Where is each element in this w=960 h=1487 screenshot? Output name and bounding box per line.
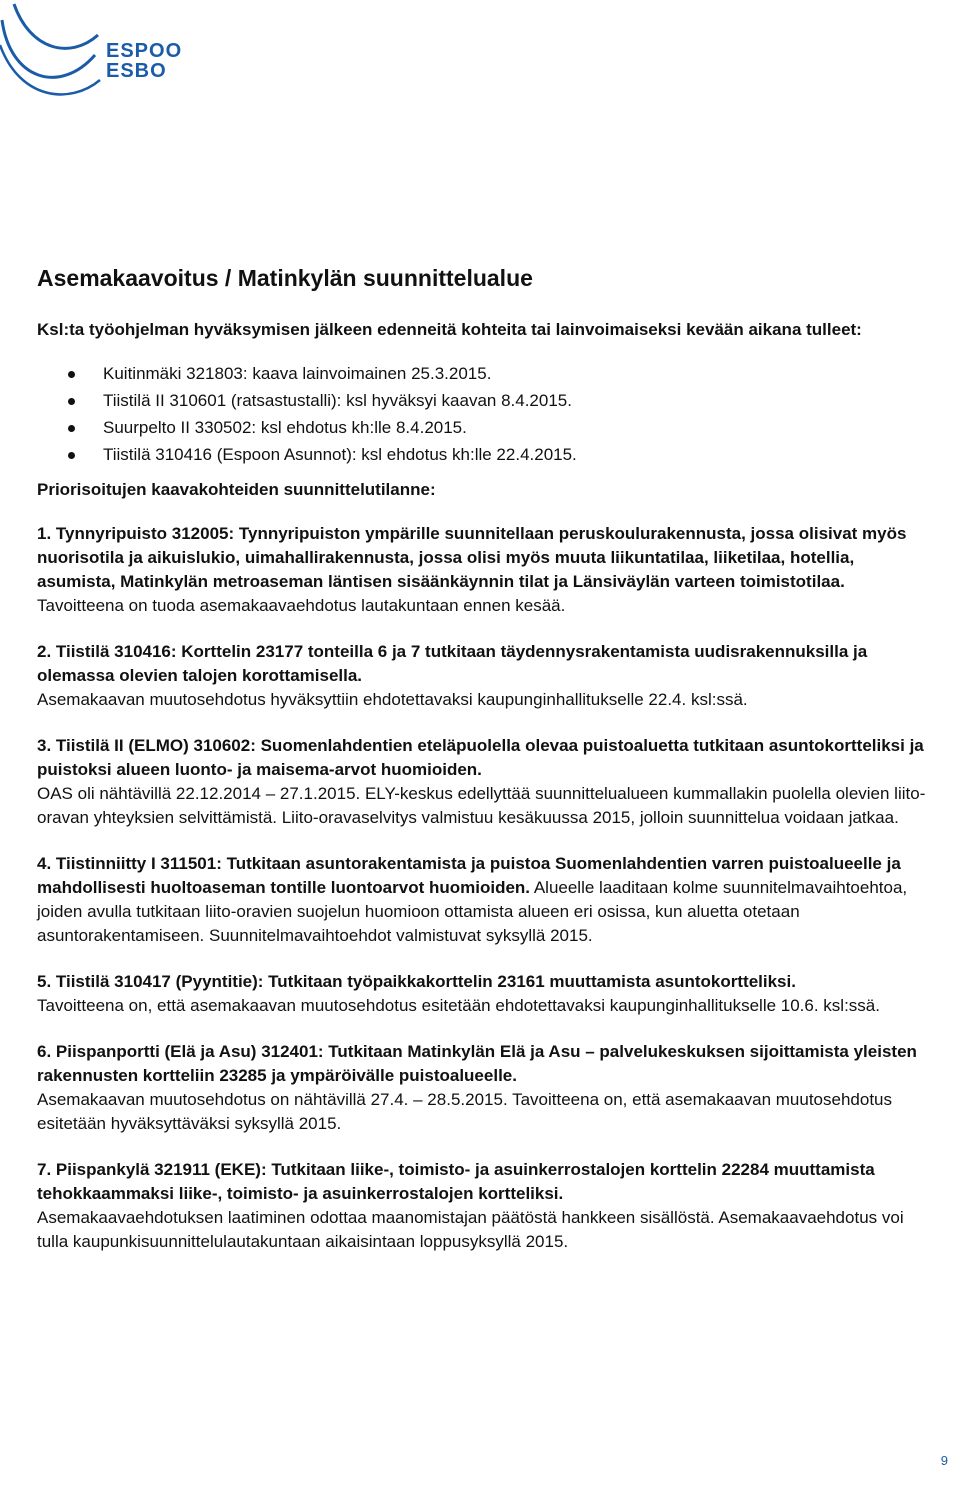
priority-item-1 <box>37 522 932 618</box>
priority-item-5 <box>37 970 932 1018</box>
item-text: Tavoitteena on tuoda asemakaavaehdotus lautakuntaan ennen kesää. <box>37 596 566 615</box>
bullet-icon <box>68 425 75 432</box>
item-text: Asemakaavan muutosehdotus on nähtävillä 27.4. – 28.5.2015. Tavoitteena on, että asemakaavan muutosehdotus esitetään hyväksyttäväksi syksyllä 2015. <box>37 1090 892 1133</box>
page-title: Asemakaavoitus / Matinkylän suunnittelualue <box>37 265 533 291</box>
priority-item-7 <box>37 1158 932 1254</box>
item-heading: 4. Tiistinniitty I 311501: Tutkitaan asuntorakentamista ja puistoa Suomenlahdentien varren puistoalueelle ja mahdollisesti huoltoaseman tontille luontoarvot huomioiden. <box>37 854 901 897</box>
list-item-text: Kuitinmäki 321803: kaava lainvoimainen 25.3.2015. <box>103 364 492 383</box>
priority-item-6 <box>37 1040 932 1136</box>
item-heading: 7. Piispankylä 321911 (EKE): Tutkitaan liike-, toimisto- ja asuinkerrostalojen korttelin 22284 muuttamista tehokkaammaksi liike-, toimisto- ja asuinkerrostalojen kortteliksi. <box>37 1160 875 1203</box>
bullet-icon <box>68 371 75 378</box>
bullet-icon <box>68 398 75 405</box>
list-item <box>37 414 932 441</box>
logo-wordmark <box>106 41 182 81</box>
list-item <box>37 387 932 414</box>
page-number: 9 <box>940 1453 948 1468</box>
status-list <box>37 360 932 468</box>
document-body <box>37 262 932 1254</box>
item-text: OAS oli nähtävillä 22.12.2014 – 27.1.2015. ELY-keskus edellyttää suunnittelualueen kummallakin puolella olevien liito-oravan yhteyksien selvittämistä. Liito-oravaselvitys valmistuu kesäkuussa 2015, jolloin suunnittelua voidaan jatkaa. <box>37 784 926 827</box>
list-item-text: Suurpelto II 330502: ksl ehdotus kh:lle 8.4.2015. <box>103 418 467 437</box>
item-heading: 6. Piispanportti (Elä ja Asu) 312401: Tutkitaan Matinkylän Elä ja Asu – palvelukeskuksen sijoittamista yleisten rakennusten kortteliin 23285 ja ympäröivälle puistoalueelle. <box>37 1042 917 1085</box>
list-item <box>37 441 932 468</box>
item-heading: 3. Tiistilä II (ELMO) 310602: Suomenlahdentien eteläpuolella olevaa puistoaluetta tutkitaan asuntokortteliksi ja puistoksi alueen luonto- ja maisema-arvot huomioiden. <box>37 736 924 779</box>
espoo-logo <box>0 0 200 110</box>
list-item-text: Tiistilä II 310601 (ratsastustalli): ksl hyväksyi kaavan 8.4.2015. <box>103 391 572 410</box>
espoo-swoosh-icon <box>0 0 110 110</box>
item-heading: 5. Tiistilä 310417 (Pyyntitie): Tutkitaan työpaikkakorttelin 23161 muuttamista asuntokortteliksi. <box>37 972 796 991</box>
item-text: Asemakaavaehdotuksen laatiminen odottaa maanomistajan päätöstä hankkeen sisällöstä. Asemakaavaehdotus voi tulla kaupunkisuunnittelulautakuntaan aikaisintaan loppusyksyllä 2015. <box>37 1208 904 1251</box>
item-heading: 1. Tynnyripuisto 312005: Tynnyripuiston ympärille suunnitellaan peruskoulurakennusta, jossa olisivat myös nuorisotila ja aikuislukio, uimahallirakennusta, jossa olisi myös muuta liikuntatilaa, liiketilaa, hotellia, asumista, Matinkylän metroaseman läntisen sisäänkäynnin tilat ja Länsiväylän varteen toimistotilaa. <box>37 524 907 591</box>
section-heading: Priorisoitujen kaavakohteiden suunnittelutilanne: <box>37 480 436 499</box>
logo-line-2: ESBO <box>106 60 167 82</box>
priority-item-3 <box>37 734 932 830</box>
item-text: Alueelle laaditaan kolme suunnitelmavaihtoehtoa, joiden avulla tutkitaan liito-oravien suojelun huomioon ottamista alueen eri osissa, kun aluetta otetaan asuntorakentamiseen. Suunnitelmavaihtoehdot valmistuvat syksyllä 2015. <box>37 878 908 945</box>
item-heading: 2. Tiistilä 310416: Korttelin 23177 tonteilla 6 ja 7 tutkitaan täydennysrakentamista uudisrakennuksilla ja olemassa olevien talojen korottamisella. <box>37 642 868 685</box>
logo-line-1: ESPOO <box>106 40 183 62</box>
list-item <box>37 360 932 387</box>
priority-item-4 <box>37 852 932 948</box>
bullet-icon <box>68 452 75 459</box>
item-text: Asemakaavan muutosehdotus hyväksyttiin ehdotettavaksi kaupunginhallitukselle 22.4. ksl:ssä. <box>37 690 748 709</box>
item-text: Tavoitteena on, että asemakaavan muutosehdotus esitetään ehdotettavaksi kaupunginhallitukselle 10.6. ksl:ssä. <box>37 996 880 1015</box>
priority-item-2 <box>37 640 932 712</box>
list-item-text: Tiistilä 310416 (Espoon Asunnot): ksl ehdotus kh:lle 22.4.2015. <box>103 445 577 464</box>
intro-text: Ksl:ta työohjelman hyväksymisen jälkeen edenneitä kohteita tai lainvoimaiseksi kevään aikana tulleet: <box>37 320 862 339</box>
